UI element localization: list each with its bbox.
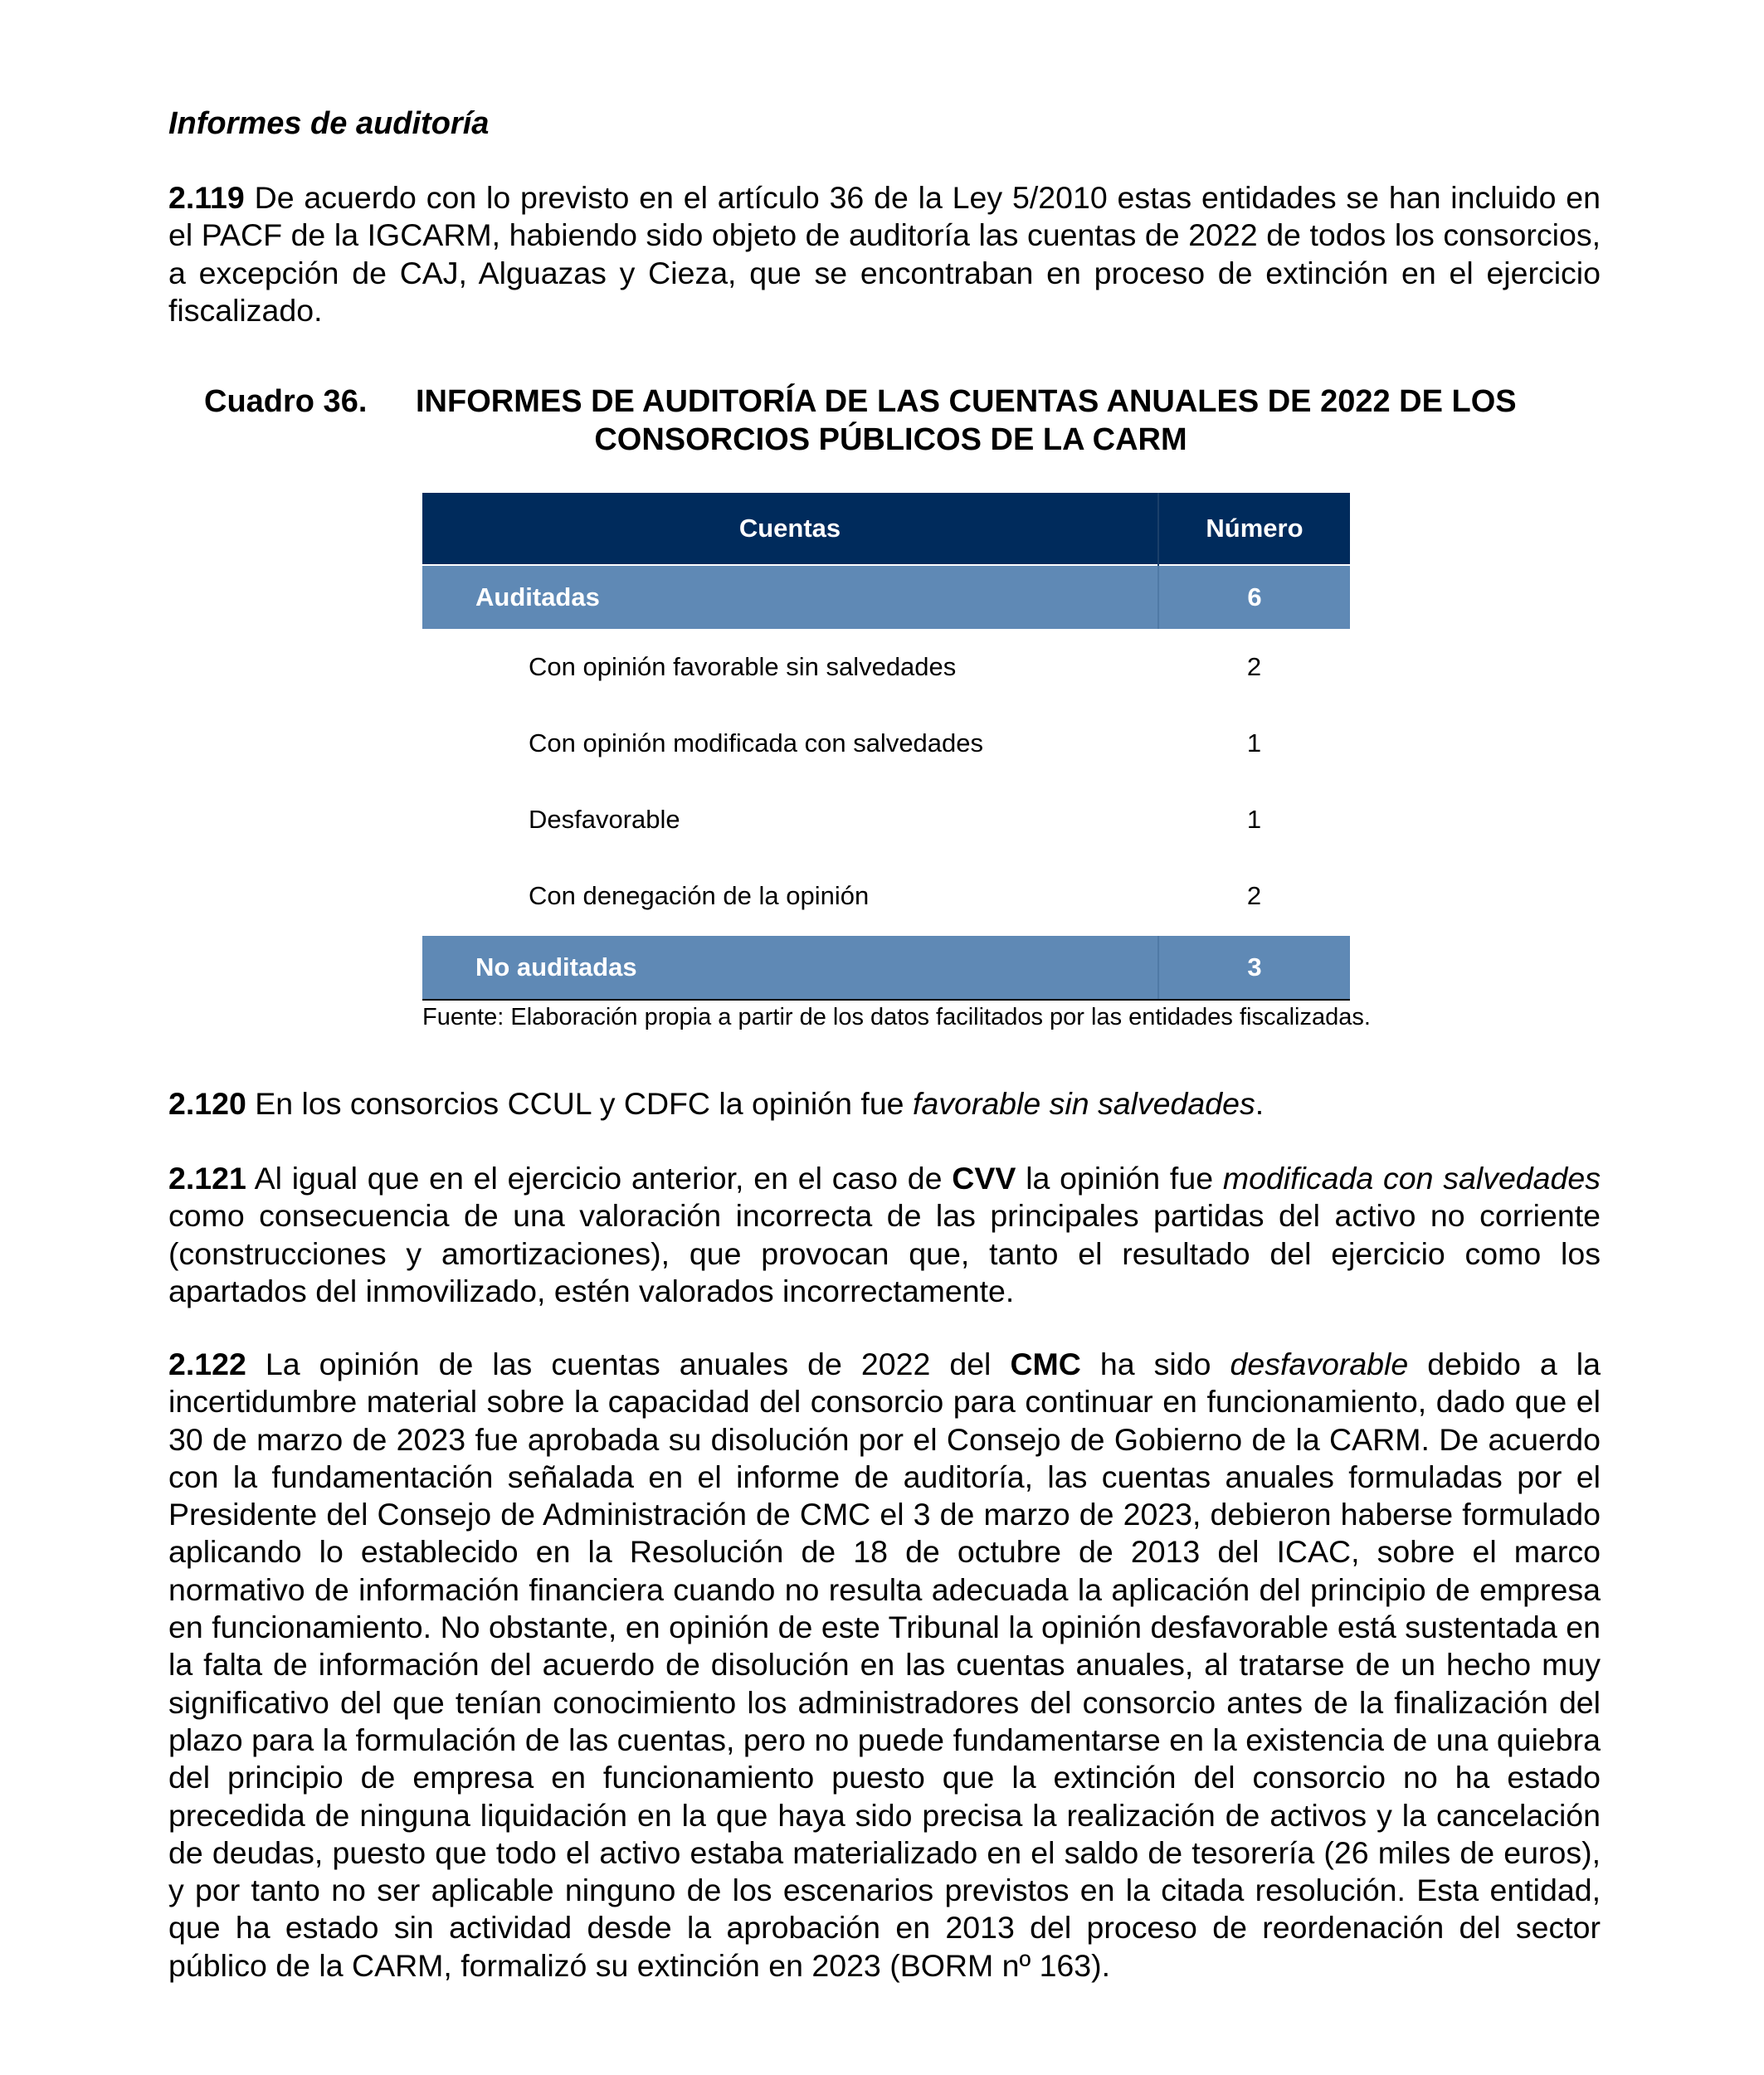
table-row <box>422 629 1350 705</box>
table-group-row-auditadas <box>422 565 1350 629</box>
paragraph-text: la opinión fue <box>1016 1161 1223 1196</box>
paragraph-text: En los consorcios CCUL y CDFC la opinión fue <box>246 1086 913 1121</box>
paragraph-2-120 <box>168 1085 1601 1123</box>
table-caption-label: Cuadro 36. <box>204 384 368 419</box>
table-group-row-no-auditadas <box>422 935 1350 1000</box>
row-label: Desfavorable <box>529 805 680 834</box>
paragraph-text: De acuerdo con lo previsto en el artículo 36 de la Ley 5/2010 estas entidades se han incluido en el PACF de la IGCARM, habiendo sido objeto de auditoría las cuentas de 2022 de todos los consorcios, a excepción de CAJ, Alguazas y Cieza, que se encontraban en proceso de extinción en el ejercicio fiscalizado. <box>168 180 1601 328</box>
audit-reports-table <box>422 493 1350 1001</box>
row-value: 1 <box>1246 728 1262 757</box>
paragraph-text: como consecuencia de una valoración incorrecta de las principales partidas del activo no corriente (construcciones y amortizaciones), que provocan que, tanto el resultado del ejercicio como los apartados del inmovilizado, estén valorados incorrectamente. <box>168 1198 1601 1308</box>
row-value: 1 <box>1246 805 1262 834</box>
group-value: 3 <box>1158 935 1350 1000</box>
paragraph-bold-text: CMC <box>1010 1347 1081 1381</box>
column-header-cuentas: Cuentas <box>422 493 1158 565</box>
group-label: Auditadas <box>422 565 1158 629</box>
paragraph-number: 2.122 <box>168 1347 246 1381</box>
row-value: 2 <box>1246 881 1262 910</box>
paragraph-text: . <box>1255 1086 1265 1121</box>
row-label: Con opinión favorable sin salvedades <box>529 652 957 681</box>
paragraph-text: debido a la incertidumbre material sobre la capacidad del consorcio para continuar en funcionamiento, dado que el 30 de marzo de 2023 fue aprobada su disolución por el Consejo de Gobierno de la CARM. De acuerdo con la fundamentación señalada en el informe de auditoría, las cuentas anuales formuladas por el Presidente del Consejo de Administración de CMC el 3 de marzo de 2023, debieron haberse formulado aplicando lo establecido en la Resolución de 18 de octubre de 2013 del ICAC, sobre el marco normativo de información financiera cuando no resulta adecuada la aplicación del principio de empresa en funcionamiento. No obstante, en opinión de este Tribunal la opinión desfavorable está sustentada en la falta de información del acuerdo de disolución en las cuentas anuales, al tratarse de un hecho muy significativo del que tenían conocimiento los administradores del consorcio antes de la finalización del plazo para la formulación de las cuentas, pero no puede fundamentarse en la existencia de una quiebra del principio de empresa en funcionamiento puesto que la extinción del consorcio no ha estado precedida de ninguna liquidación en la que haya sido precisa la realización de activos y la cancelación de deudas, puesto que todo el activo estaba materializado en el saldo de tesorería (26 miles de euros), y por tanto no ser aplicable ninguno de los escenarios previstos en la citada resolución. Esta entidad, que ha estado sin actividad desde la aprobación en 2013 del proceso de reordenación del sector público de la CARM, formalizó su extinción en 2023 (BORM nº 163). <box>168 1347 1601 1983</box>
paragraph-number: 2.119 <box>168 180 245 215</box>
row-label: Con denegación de la opinión <box>529 881 870 910</box>
paragraph-italic-text: modificada con salvedades <box>1222 1161 1601 1196</box>
section-heading: Informes de auditoría <box>168 106 490 141</box>
paragraph-italic-text: desfavorable <box>1230 1347 1409 1381</box>
paragraph-italic-text: favorable sin salvedades <box>912 1086 1255 1121</box>
table-header-row <box>422 493 1350 565</box>
table-row <box>422 782 1350 858</box>
table-row <box>422 705 1350 782</box>
paragraph-2-121 <box>168 1160 1601 1310</box>
paragraph-2-122 <box>168 1346 1601 1985</box>
column-header-numero: Número <box>1158 493 1350 565</box>
table-caption-title-line1: INFORMES DE AUDITORÍA DE LAS CUENTAS ANUALES DE 2022 DE LOS <box>416 384 1517 419</box>
paragraph-2-119 <box>168 179 1601 329</box>
group-value: 6 <box>1158 565 1350 629</box>
group-label: No auditadas <box>422 935 1158 1000</box>
paragraph-text: La opinión de las cuentas anuales de 2022 del <box>246 1347 1011 1381</box>
paragraph-bold-text: CVV <box>952 1161 1016 1196</box>
row-label: Con opinión modificada con salvedades <box>529 728 984 757</box>
paragraph-text: Al igual que en el ejercicio anterior, en el caso de <box>246 1161 953 1196</box>
row-value: 2 <box>1246 652 1262 681</box>
paragraph-number: 2.121 <box>168 1161 246 1196</box>
paragraph-number: 2.120 <box>168 1086 246 1121</box>
table-row <box>422 858 1350 935</box>
paragraph-text: ha sido <box>1080 1347 1230 1381</box>
table-source-note: Fuente: Elaboración propia a partir de los datos facilitados por las entidades fiscalizadas. <box>422 1004 1371 1030</box>
table-caption-title-line2: CONSORCIOS PÚBLICOS DE LA CARM <box>594 422 1187 457</box>
